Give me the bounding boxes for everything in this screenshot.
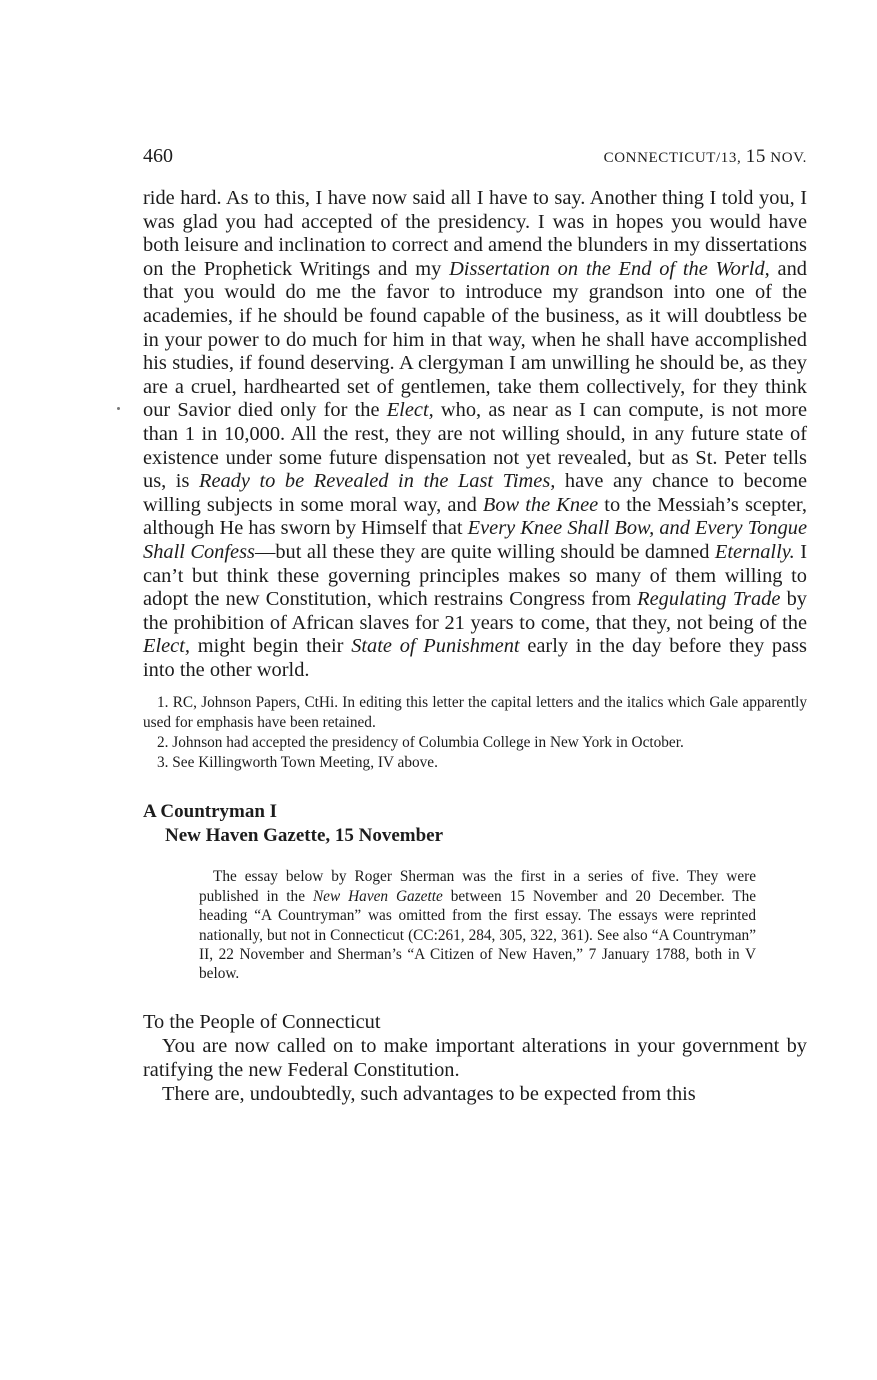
letter-text: —but all these they are quite willing should be damned (254, 540, 715, 563)
essay-body (143, 1034, 807, 1106)
letter-italic: Ready to be Revealed in the Last Times, (198, 470, 556, 493)
letter-text: who, as near as I can compute, is not more than 1 in 10,000. All the rest, they are not willing should, in any future state of existence under some future dispensation not yet revealed, but as St. Peter tells us, is (143, 399, 807, 493)
footnote-2: 2. Johnson had accepted the presidency of Columbia College in New York in October. (157, 733, 684, 751)
running-title-prefix: CONNECTICUT/13, (603, 150, 742, 166)
letter-italic: Elect, (143, 635, 190, 658)
letter-text: early in the day before they pass into the other world. (143, 635, 807, 681)
page-number: 460 (143, 145, 173, 167)
letter-text: by the prohibition of African slaves for 21 years to come, that they, not being of the (143, 588, 807, 634)
section-title: A Countryman I (143, 801, 278, 823)
footnote-1: 1. RC, Johnson Papers, CtHi. In editing this letter the capital letters and the italics which Gale apparently used for emphasis have been retained. (143, 694, 807, 732)
letter-paragraph (143, 187, 807, 682)
letter-text: I can’t but think these governing principles makes so many of them willing to adopt the new Constitution, which restrains Congress from (143, 540, 808, 611)
letter-italic: Regulating Trade (637, 588, 781, 611)
letter-italic: Dissertation on the End of the World, (449, 257, 770, 280)
footnotes (143, 693, 807, 772)
footnote-3: 3. See Killingworth Town Meeting, IV above. (157, 753, 438, 771)
running-header (143, 143, 807, 173)
section-subtitle: New Haven Gazette, 15 November (165, 825, 444, 847)
headnote-italic: New Haven Gazette (312, 887, 443, 905)
salutation: To the People of Connecticut (143, 1010, 381, 1033)
essay-paragraph-2: There are, undoubtedly, such advantages to be expected from this (162, 1082, 696, 1105)
letter-body (143, 187, 807, 682)
letter-italic: Elect, (386, 399, 434, 422)
page-content (143, 143, 807, 1106)
letter-text: have any chance to become willing subjects in some moral way, and (143, 470, 808, 516)
letter-italic: State of Punishment (351, 635, 520, 658)
letter-italic: Every Knee Shall Bow, and Every Tongue Shall Confess (143, 517, 808, 563)
letter-italic: Bow the Knee (482, 493, 599, 516)
headnote-text: The essay below by Roger Sherman was the first in a series of five. They were published in the (199, 868, 756, 905)
margin-speck (117, 407, 120, 410)
letter-italic: Eternally. (714, 540, 795, 563)
letter-text: and that you would do me the favor to introduce my grandson into one of the academies, if he should be found capable of the business, as it will doubtless be in your power to do much for him in that way, when he shall have accomplished his studies, if found deserving. A clergyman I am unwilling he should be, as they are a cruel, hardhearted set of gentlemen, take them collectively, for they think our Savior died only for the (143, 257, 807, 422)
headnote-text: between 15 November and 20 December. The heading “A Countryman” was omitted from the first essay. The essays were reprinted nationally, but not in Connecticut (CC:261, 284, 305, 322, 361). See also “A Countryman” II, 22 November and Sherman’s “A Citizen of New Haven,” 7 January 1788, both in V below. (199, 887, 757, 983)
essay-paragraph-1: You are now called on to make important alterations in your government by ratifying the new Federal Constitution. (143, 1034, 807, 1081)
running-title (604, 144, 807, 171)
letter-text: ride hard. As to this, I have now said all I have to say. Another thing I told you, I was glad you had accepted of the presidency. I was in hopes you would have both leisure and inclination to correct and amend the blunders in my dissertations on the Prophetick Writings and my (143, 187, 807, 280)
editorial-headnote (199, 867, 756, 983)
running-title-suffix: NOV. (770, 150, 807, 166)
letter-text: might begin their (189, 635, 352, 658)
letter-text: to the Messiah’s scepter, although He has sworn by Himself that (143, 493, 807, 540)
running-title-day: 15 (745, 146, 766, 167)
